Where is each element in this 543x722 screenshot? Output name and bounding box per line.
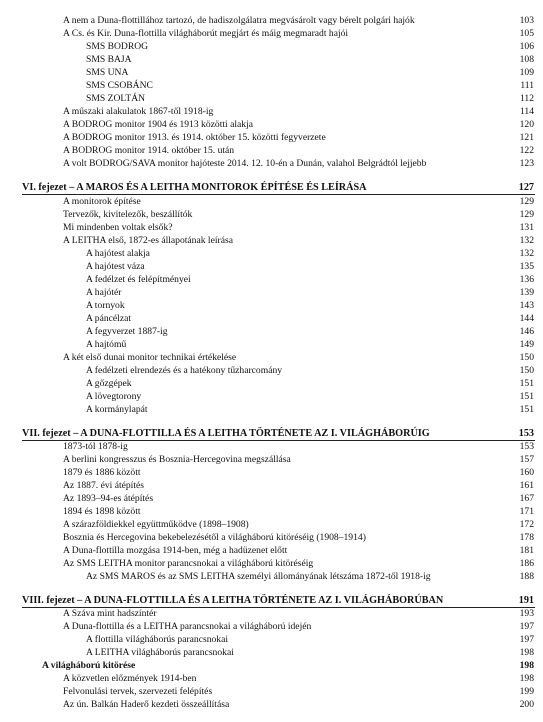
toc-entry-page-number: 151 xyxy=(519,404,534,415)
toc-entry-page-number: 131 xyxy=(519,222,534,233)
toc-entry-page-number: 150 xyxy=(519,365,534,376)
toc-entry-page-number: 171 xyxy=(519,506,534,517)
toc-entry-title: A két első dunai monitor technikai értékelése xyxy=(63,352,237,363)
toc-entry-title: Mi mindenben voltak elsők? xyxy=(63,222,173,233)
toc-entry-page-number: 132 xyxy=(519,235,534,246)
toc-entry xyxy=(0,53,543,66)
toc-entry xyxy=(0,403,543,416)
toc-entry-page-number: 191 xyxy=(518,595,534,606)
toc-entry-title: Az SMS MAROS és az SMS LEITHA személyi állományának létszáma 1872-től 1918-ig xyxy=(86,571,431,582)
toc-entry xyxy=(0,505,543,518)
toc-entry xyxy=(0,377,543,390)
toc-entry-title: Felvonulási tervek, szervezeti felépítés xyxy=(63,686,213,697)
toc-entry-page-number: 123 xyxy=(519,158,534,169)
toc-entry-page-number: 198 xyxy=(519,647,534,658)
toc-entry-page-number: 178 xyxy=(519,532,534,543)
toc-entry xyxy=(0,531,543,544)
toc-entry xyxy=(0,698,543,711)
toc-entry xyxy=(0,40,543,53)
toc-entry xyxy=(0,195,543,208)
toc-entry-title: Az ún. Balkán Haderő kezdeti összeállítása xyxy=(63,699,230,710)
toc-entry xyxy=(0,260,543,273)
toc-entry xyxy=(0,221,543,234)
toc-entry-title: SMS CSOBÁNC xyxy=(86,80,153,91)
toc-entry-page-number: 153 xyxy=(519,441,534,452)
toc-entry xyxy=(0,131,543,144)
toc-entry-title: Tervezők, kivitelezők, beszállítók xyxy=(63,209,193,220)
toc-entry-page-number: 103 xyxy=(519,15,534,26)
toc-entry-page-number: 151 xyxy=(519,391,534,402)
toc-entry-title: A gőzgépek xyxy=(86,378,132,389)
toc-entry-page-number: 153 xyxy=(518,428,534,439)
toc-entry-page-number: 186 xyxy=(519,558,534,569)
toc-entry-title: 1879 és 1886 között xyxy=(63,467,141,478)
toc-entry-page-number: 143 xyxy=(519,300,534,311)
toc-entry-page-number: 135 xyxy=(519,261,534,272)
toc-entry-title: A Duna-flottilla és a LEITHA parancsnokai a világháború idején xyxy=(63,621,312,632)
toc-entry xyxy=(0,286,543,299)
toc-entry xyxy=(0,312,543,325)
toc-entry-title: A flottilla világháborús parancsnokai xyxy=(86,634,229,645)
toc-entry xyxy=(0,492,543,505)
toc-entry-page-number: 151 xyxy=(519,378,534,389)
toc-entry-page-number: 127 xyxy=(518,182,534,193)
toc-entry xyxy=(0,92,543,105)
toc-entry-page-number: 188 xyxy=(519,571,534,582)
toc-entry-title: 1873-tól 1878-ig xyxy=(63,441,128,452)
toc-entry-title: A lövegtorony xyxy=(86,391,142,402)
toc-entry-page-number: 161 xyxy=(519,480,534,491)
toc-entry-title: A fegyverzet 1887-ig xyxy=(86,326,168,337)
toc-chapter-heading xyxy=(0,594,543,607)
toc-entry xyxy=(0,157,543,170)
toc-entry xyxy=(0,118,543,131)
toc-entry-title: A közvetlen előzmények 1914-ben xyxy=(63,673,197,684)
toc-entry-page-number: 146 xyxy=(519,326,534,337)
toc-entry-title: A szárazföldiekkel együttműködve (1898–1908) xyxy=(63,519,249,530)
toc-entry-page-number: 111 xyxy=(520,80,534,91)
toc-entry-page-number: 157 xyxy=(519,454,534,465)
toc-entry-page-number: 144 xyxy=(519,313,534,324)
toc-entry-page-number: 149 xyxy=(519,339,534,350)
toc-entry-title: A BODROG monitor 1904 és 1913 közötti alakja xyxy=(63,119,253,130)
toc-entry-page-number: 139 xyxy=(519,287,534,298)
toc-entry-page-number: 167 xyxy=(519,493,534,504)
toc-entry-title: SMS BODROG xyxy=(86,41,149,52)
toc-entry-page-number: 112 xyxy=(519,93,534,104)
toc-entry-title: A hajtómű xyxy=(86,339,127,350)
toc-entry xyxy=(0,351,543,364)
toc-entry-title: Az 1887. évi átépítés xyxy=(63,480,144,491)
toc-entry xyxy=(0,325,543,338)
toc-entry-title: SMS ZOLTÁN xyxy=(86,93,146,104)
toc-entry xyxy=(0,659,543,672)
toc-entry-title: A BODROG monitor 1914. október 15. után xyxy=(63,145,235,156)
toc-entry-title: A monitorok építése xyxy=(63,196,141,207)
toc-entry-title: A fedélzeti elrendezés és a hatékony tűzharcomány xyxy=(86,365,283,376)
toc-entry-page-number: 200 xyxy=(519,699,534,710)
toc-entry-page-number: 160 xyxy=(519,467,534,478)
toc-entry-page-number: 120 xyxy=(519,119,534,130)
toc-entry-page-number: 199 xyxy=(519,686,534,697)
toc-entry-title: VI. fejezet – A MAROS ÉS A LEITHA MONITOROK ÉPÍTÉSE ÉS LEÍRÁSA xyxy=(22,182,367,193)
toc-entry xyxy=(0,208,543,221)
toc-entry xyxy=(0,620,543,633)
toc-entry-page-number: 193 xyxy=(519,608,534,619)
toc-entry-title: SMS BAJA xyxy=(86,54,132,65)
toc-entry xyxy=(0,273,543,286)
toc-entry xyxy=(0,518,543,531)
toc-entry-title: A páncélzat xyxy=(86,313,132,324)
toc-entry-page-number: 108 xyxy=(519,54,534,65)
toc-entry-page-number: 136 xyxy=(519,274,534,285)
toc-entry-title: A világháború kitörése xyxy=(42,660,136,671)
toc-entry-title: A hajótér xyxy=(86,287,122,298)
toc-entry xyxy=(0,607,543,620)
toc-entry-title: A LEITHA világháborús parancsnokai xyxy=(86,647,234,658)
toc-entry-page-number: 197 xyxy=(519,621,534,632)
toc-entry-page-number: 150 xyxy=(519,352,534,363)
toc-entry-page-number: 172 xyxy=(519,519,534,530)
toc-entry xyxy=(0,27,543,40)
toc-entry xyxy=(0,364,543,377)
toc-entry xyxy=(0,299,543,312)
toc-entry xyxy=(0,453,543,466)
toc-entry xyxy=(0,105,543,118)
toc-entry-title: A BODROG monitor 1913. és 1914. október 15. közötti fegyverzete xyxy=(63,132,326,143)
toc-entry xyxy=(0,633,543,646)
toc-entry-title: Az 1893–94-es átépítés xyxy=(63,493,154,504)
toc-entry-title: A volt BODROG/SAVA monitor hajótestе 2014. 12. 10-én a Dunán, valahol Belgrádtól lejjebb xyxy=(63,158,427,169)
toc-entry xyxy=(0,672,543,685)
toc-entry-page-number: 129 xyxy=(519,196,534,207)
toc-entry xyxy=(0,646,543,659)
toc-entry-title: Bosznia és Hercegovina bekebelezésétől a világháború kitöréséig (1908–1914) xyxy=(63,532,366,543)
toc-entry xyxy=(0,390,543,403)
toc-entry-title: A nem a Duna-flottillához tartozó, de hadiszolgálatra megvásárolt vagy bérelt polgári hajók xyxy=(63,15,415,26)
toc-entry xyxy=(0,440,543,453)
toc-entry-page-number: 181 xyxy=(519,545,534,556)
toc-entry xyxy=(0,247,543,260)
toc-entry-title: VIII. fejezet – A DUNA-FLOTTILLA ÉS A LEITHA TÖRTÉNETE AZ I. VILÁGHÁBORÚBAN xyxy=(22,595,444,606)
toc-entry-title: VII. fejezet – A DUNA-FLOTTILLA ÉS A LEITHA TÖRTÉNETE AZ I. VILÁGHÁBORÚIG xyxy=(22,428,430,439)
toc-entry-title: A Száva mint hadszíntér xyxy=(63,608,157,619)
toc-entry-title: A hajótest váza xyxy=(86,261,145,272)
toc-entry-title: A fedélzet és felépítményei xyxy=(86,274,191,285)
toc-entry-page-number: 105 xyxy=(519,28,534,39)
toc-entry xyxy=(0,570,543,583)
toc-entry-title: 1894 és 1898 között xyxy=(63,506,141,517)
toc-entry-title: A LEITHA első, 1872-es állapotának leírása xyxy=(63,235,233,246)
toc-entry xyxy=(0,685,543,698)
toc-entry-title: A berlini kongresszus és Bosznia-Hercegovina megszállása xyxy=(63,454,291,465)
toc-entry-title: A Duna-flottilla mozgása 1914-ben, még a hadüzenet előtt xyxy=(63,545,288,556)
toc-entry-page-number: 198 xyxy=(519,660,534,671)
toc-entry xyxy=(0,144,543,157)
toc-entry xyxy=(0,466,543,479)
toc-entry xyxy=(0,544,543,557)
toc-entry-page-number: 197 xyxy=(519,634,534,645)
toc-entry xyxy=(0,234,543,247)
toc-entry-page-number: 132 xyxy=(519,248,534,259)
toc-entry-page-number: 109 xyxy=(519,67,534,78)
toc-entry xyxy=(0,479,543,492)
toc-entry-title: A műszaki alakulatok 1867-től 1918-ig xyxy=(63,106,214,117)
toc-chapter-heading xyxy=(0,427,543,440)
toc-entry-title: A Cs. és Kir. Duna-flottilla világháborút megjárt és máig megmaradt hajói xyxy=(63,28,349,39)
toc-entry-title: A tornyok xyxy=(86,300,125,311)
toc-entry-title: Az SMS LEITHA monitor parancsnokai a világháború kitöréséig xyxy=(63,558,314,569)
toc-chapter-heading xyxy=(0,181,543,194)
toc-entry-page-number: 129 xyxy=(519,209,534,220)
toc-entry xyxy=(0,79,543,92)
toc-entry-page-number: 114 xyxy=(519,106,534,117)
toc-entry xyxy=(0,66,543,79)
toc-entry-page-number: 106 xyxy=(519,41,534,52)
toc-entry-title: A kormánylapát xyxy=(86,404,148,415)
toc-entry-title: SMS UNA xyxy=(86,67,129,78)
toc-entry xyxy=(0,14,543,27)
toc-entry-page-number: 122 xyxy=(519,145,534,156)
toc-entry xyxy=(0,557,543,570)
toc-entry-page-number: 198 xyxy=(519,673,534,684)
toc-entry xyxy=(0,338,543,351)
toc-entry-page-number: 121 xyxy=(519,132,534,143)
toc-entry-title: A hajótest alakja xyxy=(86,248,150,259)
